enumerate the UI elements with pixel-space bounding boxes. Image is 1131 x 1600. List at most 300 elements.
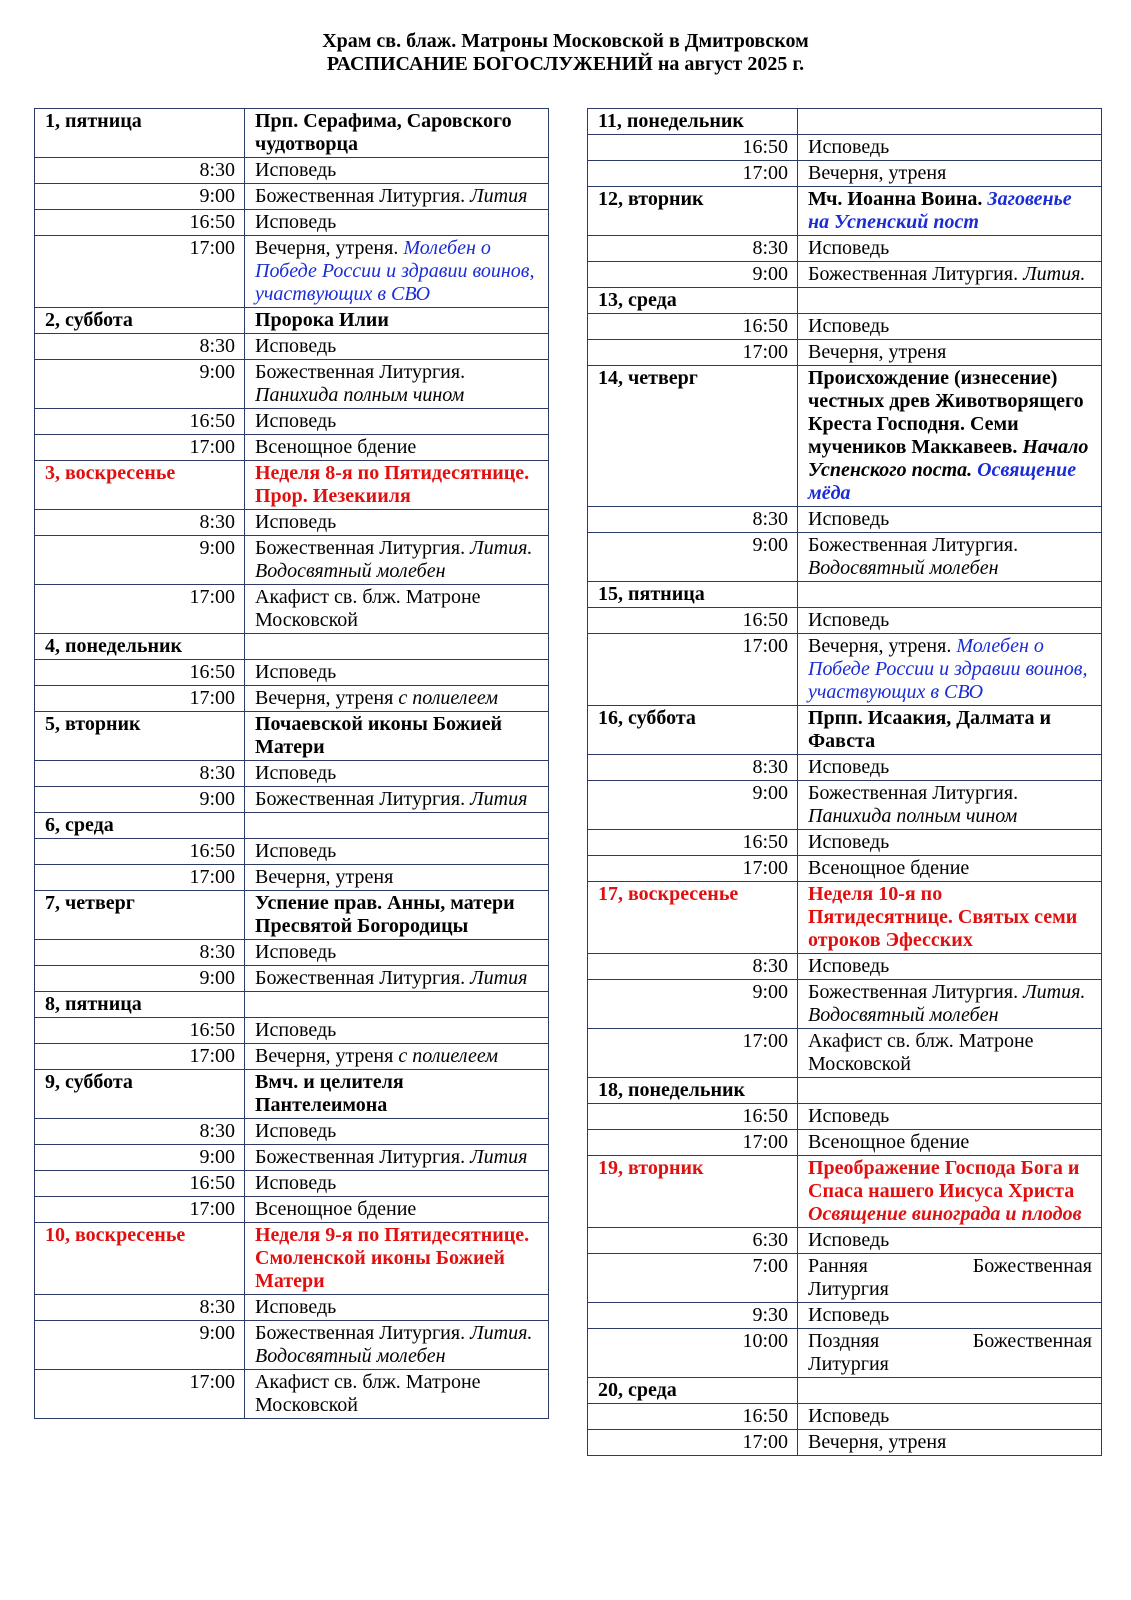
- service-description: [798, 856, 1102, 882]
- text-run: Божественная Литургия.: [255, 185, 471, 207]
- day-header-row: [35, 1223, 549, 1295]
- day-label: 12, вторник: [588, 187, 798, 236]
- service-time: 17:00: [35, 1197, 245, 1223]
- service-time: 16:50: [35, 1018, 245, 1044]
- text-run: Вечерня, утреня: [255, 866, 394, 888]
- church-name: Храм св. блаж. Матроны Московской в Дмитровском: [322, 30, 809, 52]
- day-header-row: [35, 992, 549, 1018]
- service-time: 9:00: [35, 184, 245, 210]
- service-description: [245, 236, 549, 308]
- text-run-italic-blue: Молебен о Победе России и здравии воинов, участвующих в СВО: [808, 635, 1088, 703]
- day-label: 8, пятница: [35, 992, 245, 1018]
- service-description: [245, 158, 549, 184]
- service-description: [798, 781, 1102, 830]
- text-run: Исповедь: [255, 1019, 337, 1041]
- service-row: [588, 1329, 1102, 1378]
- day-label: 1, пятница: [35, 109, 245, 158]
- service-description: [798, 954, 1102, 980]
- text-run: Акафист св. блж. Матроне Московской: [255, 586, 481, 631]
- text-run: Божественная Литургия.: [255, 1146, 471, 1168]
- service-time: 9:00: [588, 262, 798, 288]
- service-description: [798, 980, 1102, 1029]
- day-label: 16, суббота: [588, 706, 798, 755]
- feast-title: [245, 634, 549, 660]
- text-run-italic: Панихида полным чином: [255, 384, 465, 406]
- service-description: [245, 1018, 549, 1044]
- day-header-row: [588, 187, 1102, 236]
- service-time: 9:00: [35, 1321, 245, 1370]
- text-run: Вечерня, утреня: [808, 162, 947, 184]
- text-run: Вечерня, утреня: [255, 1045, 399, 1067]
- text-run-bold-italic-blue: Освящение мёда: [808, 459, 1077, 504]
- text-run: Исповедь: [255, 211, 337, 233]
- service-time: 8:30: [588, 755, 798, 781]
- service-description: [245, 184, 549, 210]
- day-header-row: [588, 706, 1102, 755]
- service-row: [35, 1321, 549, 1370]
- text-run-bold-italic-blue: Заговенье на Успенский пост: [808, 188, 1072, 233]
- service-description: [798, 507, 1102, 533]
- day-label: 6, среда: [35, 813, 245, 839]
- service-description: [245, 1295, 549, 1321]
- service-description: [245, 761, 549, 787]
- day-label: 10, воскресенье: [35, 1223, 245, 1295]
- service-description: [798, 1029, 1102, 1078]
- text-run: Акафист св. блж. Матроне Московской: [255, 1371, 481, 1416]
- service-row: [588, 954, 1102, 980]
- service-time: 16:50: [35, 660, 245, 686]
- text-run: Исповедь: [808, 1405, 890, 1427]
- service-time: 9:30: [588, 1303, 798, 1329]
- text-run-bold-red: Неделя 8-я по Пятидесятнице. Прор. Иезекииля: [255, 462, 530, 507]
- service-description: [245, 966, 549, 992]
- service-row: [588, 236, 1102, 262]
- day-label: 18, понедельник: [588, 1078, 798, 1104]
- service-time: 17:00: [588, 856, 798, 882]
- service-row: [588, 856, 1102, 882]
- schedule-title: РАСПИСАНИЕ БОГОСЛУЖЕНИЙ на август 2025 г.: [326, 53, 805, 75]
- service-description: [798, 1228, 1102, 1254]
- service-row: [35, 1044, 549, 1070]
- text-run: Исповедь: [808, 315, 890, 337]
- service-description: [245, 585, 549, 634]
- service-time: 8:30: [35, 158, 245, 184]
- service-description: [245, 1321, 549, 1370]
- service-time: 9:00: [588, 980, 798, 1029]
- text-run: Всенощное бдение: [255, 1198, 417, 1220]
- text-run: Исповедь: [255, 840, 337, 862]
- service-description: [245, 940, 549, 966]
- service-time: 16:50: [588, 1104, 798, 1130]
- text-run: Божественная Литургия.: [255, 537, 471, 559]
- text-run: Исповедь: [808, 831, 890, 853]
- service-time: 16:50: [35, 210, 245, 236]
- service-time: 9:00: [35, 966, 245, 992]
- text-run: Исповедь: [255, 410, 337, 432]
- service-time: 17:00: [35, 435, 245, 461]
- service-time: 17:00: [35, 686, 245, 712]
- text-run: Всенощное бдение: [808, 1131, 970, 1153]
- text-run-italic: с полиелеем: [398, 687, 499, 709]
- service-row: [35, 660, 549, 686]
- service-row: [588, 830, 1102, 856]
- service-description: [798, 135, 1102, 161]
- text-run-italic: Лития: [470, 1146, 528, 1168]
- service-time: 17:00: [35, 865, 245, 891]
- day-header-row: [588, 109, 1102, 135]
- day-header-row: [35, 1070, 549, 1119]
- text-run: Божественная Литургия.: [255, 1322, 471, 1344]
- schedule-table-left: [34, 108, 549, 1419]
- service-time: 8:30: [588, 954, 798, 980]
- text-run: Исповедь: [255, 1172, 337, 1194]
- service-description: [798, 634, 1102, 706]
- text-run: Всенощное бдение: [808, 857, 970, 879]
- text-run-italic: Лития: [470, 967, 528, 989]
- service-time: 8:30: [588, 507, 798, 533]
- text-run: Вечерня, утреня: [255, 687, 399, 709]
- text-run: Исповедь: [808, 237, 890, 259]
- service-row: [588, 781, 1102, 830]
- feast-title: [798, 1378, 1102, 1404]
- service-time: 8:30: [588, 236, 798, 262]
- text-run: Литургия: [808, 1353, 889, 1375]
- service-description: [245, 536, 549, 585]
- day-header-row: [35, 308, 549, 334]
- day-label: 11, понедельник: [588, 109, 798, 135]
- text-run-italic: Лития: [470, 185, 528, 207]
- service-row: [588, 533, 1102, 582]
- service-time: 8:30: [35, 761, 245, 787]
- service-description: [245, 686, 549, 712]
- feast-title: [798, 288, 1102, 314]
- text-run-bold: Прп. Серафима, Саровского чудотворца: [255, 110, 512, 155]
- service-time: 17:00: [588, 161, 798, 187]
- text-run: Божественная Литургия.: [808, 534, 1019, 556]
- service-row: [588, 1104, 1102, 1130]
- text-run: Вечерня, утреня.: [255, 237, 404, 259]
- service-time: 7:00: [588, 1254, 798, 1303]
- service-row: [588, 980, 1102, 1029]
- service-time: 8:30: [35, 510, 245, 536]
- day-label: 7, четверг: [35, 891, 245, 940]
- service-time: 17:00: [588, 340, 798, 366]
- service-description: [798, 1303, 1102, 1329]
- service-time: 8:30: [35, 334, 245, 360]
- service-description: [245, 865, 549, 891]
- text-run: Исповедь: [255, 661, 337, 683]
- day-label: 15, пятница: [588, 582, 798, 608]
- service-row: [35, 787, 549, 813]
- schedule-table-right: [587, 108, 1102, 1456]
- text-run-bold-italic-red: Освящение винограда и плодов: [808, 1203, 1082, 1225]
- service-time: 9:00: [35, 360, 245, 409]
- feast-title: [245, 308, 549, 334]
- service-row: [588, 262, 1102, 288]
- service-row: [35, 1171, 549, 1197]
- day-header-row: [588, 1078, 1102, 1104]
- service-description: [245, 435, 549, 461]
- text-run: Исповедь: [808, 609, 890, 631]
- text-run: Исповедь: [255, 1120, 337, 1142]
- text-run: Исповедь: [255, 511, 337, 533]
- text-run-bold: Прпп. Исаакия, Далмата и Фавста: [808, 707, 1051, 752]
- service-row: [588, 1303, 1102, 1329]
- service-row: [588, 507, 1102, 533]
- day-label: 9, суббота: [35, 1070, 245, 1119]
- service-description: [798, 161, 1102, 187]
- day-header-row: [588, 1156, 1102, 1228]
- service-description: [798, 608, 1102, 634]
- service-row: [35, 1018, 549, 1044]
- text-run: Исповедь: [255, 335, 337, 357]
- page-header: [0, 30, 1131, 76]
- feast-title: [798, 706, 1102, 755]
- text-run-italic: Водосвятный молебен: [808, 557, 999, 579]
- text-run: Исповедь: [808, 508, 890, 530]
- day-label: 14, четверг: [588, 366, 798, 507]
- day-label: 2, суббота: [35, 308, 245, 334]
- text-run: Божественная Литургия.: [255, 361, 466, 383]
- service-description: [798, 1130, 1102, 1156]
- service-row: [35, 409, 549, 435]
- service-row: [35, 761, 549, 787]
- text-run-italic: Лития. Водосвятный молебен: [255, 1322, 533, 1367]
- service-description: [245, 510, 549, 536]
- service-time: 16:50: [588, 135, 798, 161]
- feast-title: [798, 187, 1102, 236]
- service-row: [588, 340, 1102, 366]
- service-time: 17:00: [35, 1044, 245, 1070]
- service-row: [35, 686, 549, 712]
- day-header-row: [35, 891, 549, 940]
- service-row: [35, 536, 549, 585]
- day-label: 20, среда: [588, 1378, 798, 1404]
- text-run: Исповедь: [255, 159, 337, 181]
- service-time: 6:30: [588, 1228, 798, 1254]
- text-run: Исповедь: [808, 955, 890, 977]
- feast-title: [245, 109, 549, 158]
- service-description: [245, 1044, 549, 1070]
- service-row: [588, 314, 1102, 340]
- service-row: [35, 1295, 549, 1321]
- service-time: 8:30: [35, 1119, 245, 1145]
- text-run: Божественная Литургия.: [808, 981, 1024, 1003]
- feast-title: [798, 1078, 1102, 1104]
- service-row: [35, 210, 549, 236]
- service-row: [35, 1145, 549, 1171]
- feast-title: [798, 366, 1102, 507]
- day-header-row: [588, 582, 1102, 608]
- service-description: [245, 1119, 549, 1145]
- text-run: Литургия: [808, 1278, 889, 1300]
- service-row: [35, 865, 549, 891]
- service-row: [588, 135, 1102, 161]
- feast-title: [245, 1223, 549, 1295]
- day-header-row: [588, 288, 1102, 314]
- service-description: [245, 839, 549, 865]
- service-row: [35, 1119, 549, 1145]
- text-run-bold: Почаевской иконы Божией Матери: [255, 713, 502, 758]
- feast-title: [245, 813, 549, 839]
- service-row: [35, 158, 549, 184]
- service-time: 10:00: [588, 1329, 798, 1378]
- service-time: 9:00: [35, 536, 245, 585]
- text-run: Божественная Литургия.: [808, 263, 1024, 285]
- service-row: [35, 334, 549, 360]
- service-time: 8:30: [35, 1295, 245, 1321]
- text-run-bold: Вмч. и целителя Пантелеимона: [255, 1071, 404, 1116]
- text-run-bold-red: Преображение Господа Бога и Спаса нашего Иисуса Христа: [808, 1157, 1080, 1202]
- feast-title: [798, 1156, 1102, 1228]
- service-time: 9:00: [35, 1145, 245, 1171]
- service-time: 17:00: [588, 1029, 798, 1078]
- service-time: 16:50: [35, 409, 245, 435]
- service-time: 16:50: [35, 839, 245, 865]
- day-header-row: [588, 366, 1102, 507]
- day-header-row: [588, 1378, 1102, 1404]
- service-description: [245, 210, 549, 236]
- service-time: 17:00: [588, 1130, 798, 1156]
- service-row: [588, 1130, 1102, 1156]
- service-description: [798, 340, 1102, 366]
- service-row: [35, 1197, 549, 1223]
- feast-title: [245, 712, 549, 761]
- text-run: Всенощное бдение: [255, 436, 417, 458]
- day-label: 4, понедельник: [35, 634, 245, 660]
- service-description: [798, 1404, 1102, 1430]
- feast-title: [798, 882, 1102, 954]
- feast-title: [245, 992, 549, 1018]
- service-time: 17:00: [35, 236, 245, 308]
- feast-title: [245, 461, 549, 510]
- feast-title: [245, 1070, 549, 1119]
- service-time: 9:00: [35, 787, 245, 813]
- service-description: [798, 830, 1102, 856]
- service-row: [35, 966, 549, 992]
- text-run: Божественная Литургия.: [255, 788, 471, 810]
- text-run-bold: Происхождение (изнесение) честных древ Животворящего Креста Господня. Семи мучеников Маккавеев.: [808, 367, 1084, 458]
- day-header-row: [35, 712, 549, 761]
- day-header-row: [588, 882, 1102, 954]
- service-description: [798, 1430, 1102, 1456]
- service-row: [588, 755, 1102, 781]
- service-time: 16:50: [588, 1404, 798, 1430]
- text-run: Исповедь: [808, 136, 890, 158]
- text-run: Вечерня, утреня.: [808, 635, 957, 657]
- text-run-italic: с полиелеем: [398, 1045, 499, 1067]
- service-row: [35, 435, 549, 461]
- text-run-italic: Лития. Водосвятный молебен: [255, 537, 533, 582]
- service-row: [588, 1404, 1102, 1430]
- service-description: [798, 1254, 1102, 1303]
- service-row: [588, 1228, 1102, 1254]
- day-label: 17, воскресенье: [588, 882, 798, 954]
- service-row: [588, 1029, 1102, 1078]
- service-description: [245, 1370, 549, 1419]
- service-row: [588, 634, 1102, 706]
- service-description: [245, 1145, 549, 1171]
- service-time: 9:00: [588, 781, 798, 830]
- text-run-italic: Лития.: [1023, 263, 1086, 285]
- text-run-bold: Мч. Иоанна Воина.: [808, 188, 988, 210]
- text-run-justify: Ранняя Божественная: [808, 1255, 1092, 1277]
- service-description: [245, 1171, 549, 1197]
- service-time: 16:50: [588, 608, 798, 634]
- text-run: Вечерня, утреня: [808, 341, 947, 363]
- service-time: 16:50: [588, 314, 798, 340]
- service-time: 8:30: [35, 940, 245, 966]
- day-label: 5, вторник: [35, 712, 245, 761]
- feast-title: [798, 109, 1102, 135]
- service-time: 17:00: [588, 634, 798, 706]
- service-description: [798, 262, 1102, 288]
- service-row: [588, 1254, 1102, 1303]
- text-run: Исповедь: [255, 1296, 337, 1318]
- service-time: 17:00: [35, 1370, 245, 1419]
- service-row: [35, 940, 549, 966]
- service-description: [245, 787, 549, 813]
- text-run-bold: Пророка Илии: [255, 309, 389, 331]
- service-row: [35, 236, 549, 308]
- text-run: Исповедь: [255, 941, 337, 963]
- day-header-row: [35, 109, 549, 158]
- text-run-italic-blue: Молебен о Победе России и здравии воинов, участвующих в СВО: [255, 237, 535, 305]
- service-description: [245, 409, 549, 435]
- feast-title: [245, 891, 549, 940]
- day-header-row: [35, 461, 549, 510]
- text-run: Акафист св. блж. Матроне Московской: [808, 1030, 1034, 1075]
- service-row: [35, 510, 549, 536]
- day-label: 3, воскресенье: [35, 461, 245, 510]
- day-label: 13, среда: [588, 288, 798, 314]
- text-run: Божественная Литургия.: [808, 782, 1019, 804]
- text-run: Исповедь: [255, 762, 337, 784]
- text-run-justify: Поздняя Божественная: [808, 1330, 1092, 1352]
- service-row: [35, 360, 549, 409]
- text-run-italic: Панихида полным чином: [808, 805, 1018, 827]
- service-time: 9:00: [588, 533, 798, 582]
- service-row: [588, 608, 1102, 634]
- service-row: [588, 161, 1102, 187]
- service-description: [245, 1197, 549, 1223]
- service-time: 16:50: [35, 1171, 245, 1197]
- text-run-bold-red: Неделя 10-я по Пятидесятнице. Святых семи отроков Эфесских: [808, 883, 1078, 951]
- text-run: Исповедь: [808, 1229, 890, 1251]
- service-row: [35, 1370, 549, 1419]
- service-time: 17:00: [35, 585, 245, 634]
- service-row: [35, 184, 549, 210]
- service-description: [798, 755, 1102, 781]
- feast-title: [798, 582, 1102, 608]
- text-run-italic: Лития. Водосвятный молебен: [808, 981, 1086, 1026]
- service-time: 17:00: [588, 1430, 798, 1456]
- service-description: [245, 334, 549, 360]
- text-run: Исповедь: [808, 756, 890, 778]
- text-run-bold-red: Неделя 9-я по Пятидесятнице. Смоленской иконы Божией Матери: [255, 1224, 530, 1292]
- text-run: Исповедь: [808, 1105, 890, 1127]
- service-description: [798, 236, 1102, 262]
- day-header-row: [35, 634, 549, 660]
- day-label: 19, вторник: [588, 1156, 798, 1228]
- service-row: [588, 1430, 1102, 1456]
- service-description: [245, 360, 549, 409]
- service-time: 16:50: [588, 830, 798, 856]
- service-description: [798, 533, 1102, 582]
- text-run-italic: Лития: [470, 788, 528, 810]
- text-run: Исповедь: [808, 1304, 890, 1326]
- text-run-bold-italic: Начало Успенского поста.: [808, 436, 1089, 481]
